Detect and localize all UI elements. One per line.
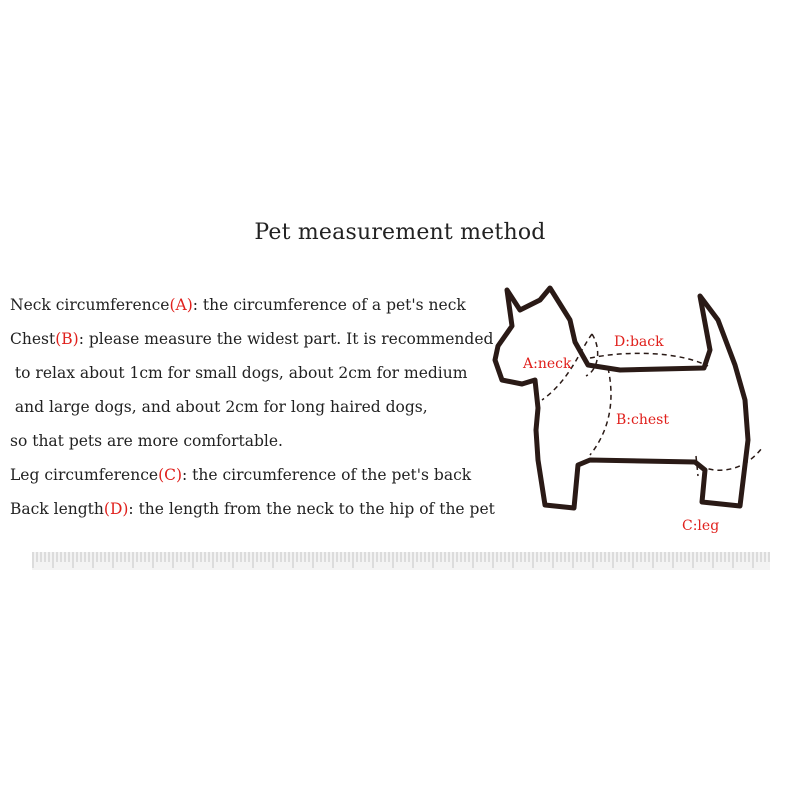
key-c: (C) [158,466,183,484]
label-chest: B:chest [616,412,669,428]
instruction-line-chest: Chest(B): please measure the widest part. It is recommended [10,330,494,348]
back-measure-line [590,353,708,366]
page-title: Pet measurement method [254,220,546,245]
key-a: (A) [169,296,193,314]
label-leg: C:leg [682,518,720,534]
key-b: (B) [55,330,79,348]
dog-outline [495,288,748,508]
measurement-instructions [10,288,510,526]
instruction-line-leg: Leg circumference(C): the circumference of the pet's back [10,466,472,484]
ruler-divider [32,552,770,570]
label-back: D:back [614,334,664,350]
key-d: (D) [103,500,129,518]
instruction-line-chest-cont-3: so that pets are more comfortable. [10,432,283,450]
instruction-line-back: Back length(D): the length from the neck to the hip of the pet [10,500,495,518]
instruction-line-neck: Neck circumference(A): the circumference of a pet's neck [10,296,466,314]
label-neck: A:neck [523,356,572,372]
instruction-line-chest-cont-1: to relax about 1cm for small dogs, about 2cm for medium [10,364,468,382]
dog-measurement-diagram [490,280,800,550]
chest-measure-line [590,368,611,455]
instruction-line-chest-cont-2: and large dogs, and about 2cm for long haired dogs, [10,398,428,416]
